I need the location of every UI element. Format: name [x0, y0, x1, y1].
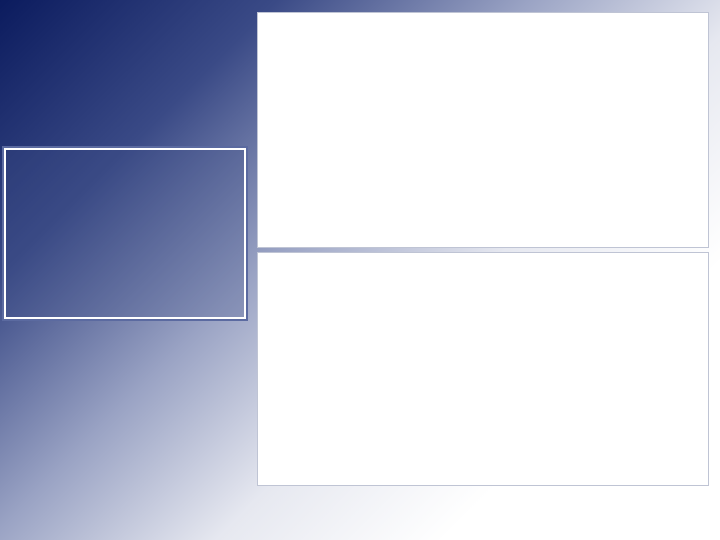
global-gm-area-chart [258, 253, 708, 485]
global-gm-area-chart-panel [257, 252, 709, 486]
slide-title-box [4, 148, 246, 319]
us-acreage-chart-panel [257, 12, 709, 248]
us-acreage-chart [258, 13, 708, 247]
